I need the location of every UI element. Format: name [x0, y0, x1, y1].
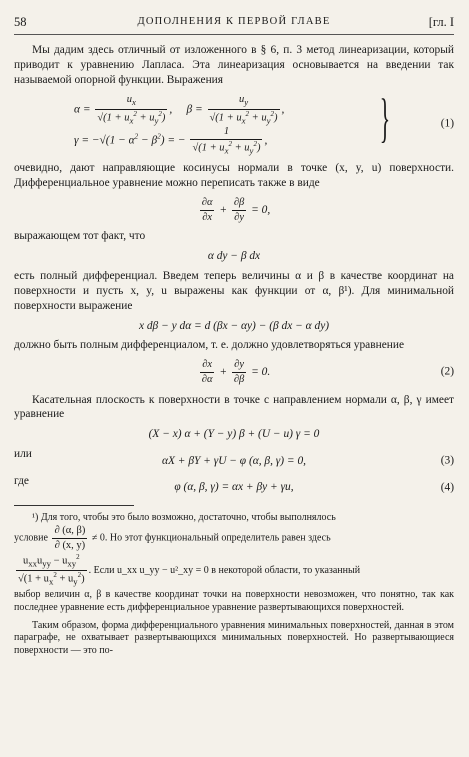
footnote-line-4: выбор величин α, β в качестве координат точки на поверхности невозможен, что понятно, так как последнее уравнение есть дифференциальное уравнение развертывающихся поверхностей. — [14, 588, 454, 613]
footnote-line-2: условие $\frac{\partial (\alpha, \beta)}{\partial (x, y)}$ ≠ 0. Но этот функциональный определитель равен здесь — [14, 525, 331, 551]
paragraph-must-be: должно быть полным дифференциалом, т. е. должно удовлетворяться уравнение — [14, 339, 405, 352]
page-number: 58 — [14, 15, 27, 29]
paragraph-intro: Мы дадим здесь отличный от изложенного в § 6, п. 3 метод линеаризации, который приводит к уравнению Лапласа. Эта линеаризация основывается на введении так называемой опорной функции. Выражения — [14, 44, 454, 86]
equation-alpha-beta: α = $\frac{u_x}{√(1 + u_x^2 + u_y^2)}$ , β = $\frac{u_y}{√(1 + u_x^2 + u_y^2)}$ , — [74, 94, 285, 126]
equation-2: $\frac{\partial x}{\partial\alpha}$ + $\frac{\partial y}{\partial\beta}$ = 0. (2) — [201, 359, 454, 385]
paragraph-fact: выражающем тот факт, что — [14, 230, 146, 243]
book-page — [14, 14, 454, 657]
equation-brace: } — [379, 88, 391, 149]
running-header — [14, 14, 454, 35]
equation-number-4: (4) — [440, 481, 454, 494]
footnote — [14, 511, 454, 613]
equation-system-1 — [14, 88, 454, 156]
paragraph-tangent: Касательная плоскость к поверхности в точке с направлением нормали α, β, γ имеет уравнение — [14, 393, 454, 421]
equation-divergence: $\frac{\partial\alpha}{\partial x}$ + $\frac{\partial\beta}{\partial y}$ = 0, — [201, 197, 271, 223]
chapter-label: [гл. I — [428, 15, 454, 29]
running-title: ДОПОЛНЕНИЯ К ПЕРВОЙ ГЛАВЕ — [137, 16, 331, 27]
equation-number-2: (2) — [440, 365, 454, 378]
equation-total-diff: α dy − β dx — [207, 250, 261, 263]
label-or: или — [14, 447, 32, 460]
footnote-rule — [14, 505, 134, 506]
paragraph-cosines: очевидно, дают направляющие косинусы нормали в точке (x, y, u) поверхности. Дифференциальное уравнение можно переписать также в виде — [14, 162, 454, 190]
paragraph-bottom: Таким образом, форма дифференциального уравнения минимальных поверхностей, данная в этом параграфе, не охватывает развертывающихся минимальных поверхностей. Но развертывающиеся поверхности — это по- — [14, 619, 454, 656]
equation-tangent-plane: (X − x) α + (Y − y) β + (U − u) γ = 0 — [148, 428, 320, 441]
equation-4-body: φ (α, β, γ) = αx + βy + γu, — [174, 481, 294, 494]
footnote-line-1: ¹) Для того, чтобы это было возможно, достаточно, чтобы выполнялось — [32, 512, 336, 524]
equation-3 — [14, 454, 454, 469]
equation-gamma: $\gamma = -√(1 - \alpha^2 - \beta^2)$ = − $\frac{1}{√(1 + u_x^2 + u_y^2)}$ , — [74, 126, 268, 156]
equation-4 — [14, 480, 454, 495]
equation-number-1: (1) — [440, 118, 454, 131]
label-where: где — [14, 474, 29, 487]
equation-3-body: αX + βY + γU − φ (α, β, γ) = 0, — [162, 454, 306, 467]
equation-xdbeta: x dβ − y dα = d (βx − αy) − (β dx − α dy) — [138, 319, 330, 332]
equation-number-3: (3) — [440, 454, 454, 467]
paragraph-coordinates: есть полный дифференциал. Введем теперь величины α и β в качестве координат на поверхности и пусть x, y, u выражены как функции от α, β¹). Для минимальной поверхности выражение — [14, 270, 454, 312]
footnote-line-3: $u_{xx}u_{yy} - u_{xy}^2$ $√(1 + u_x^2 + u_y^2)$ . Если u_xx u_yy − u²_xy = 0 в некоторой области, то указанный — [18, 552, 361, 587]
